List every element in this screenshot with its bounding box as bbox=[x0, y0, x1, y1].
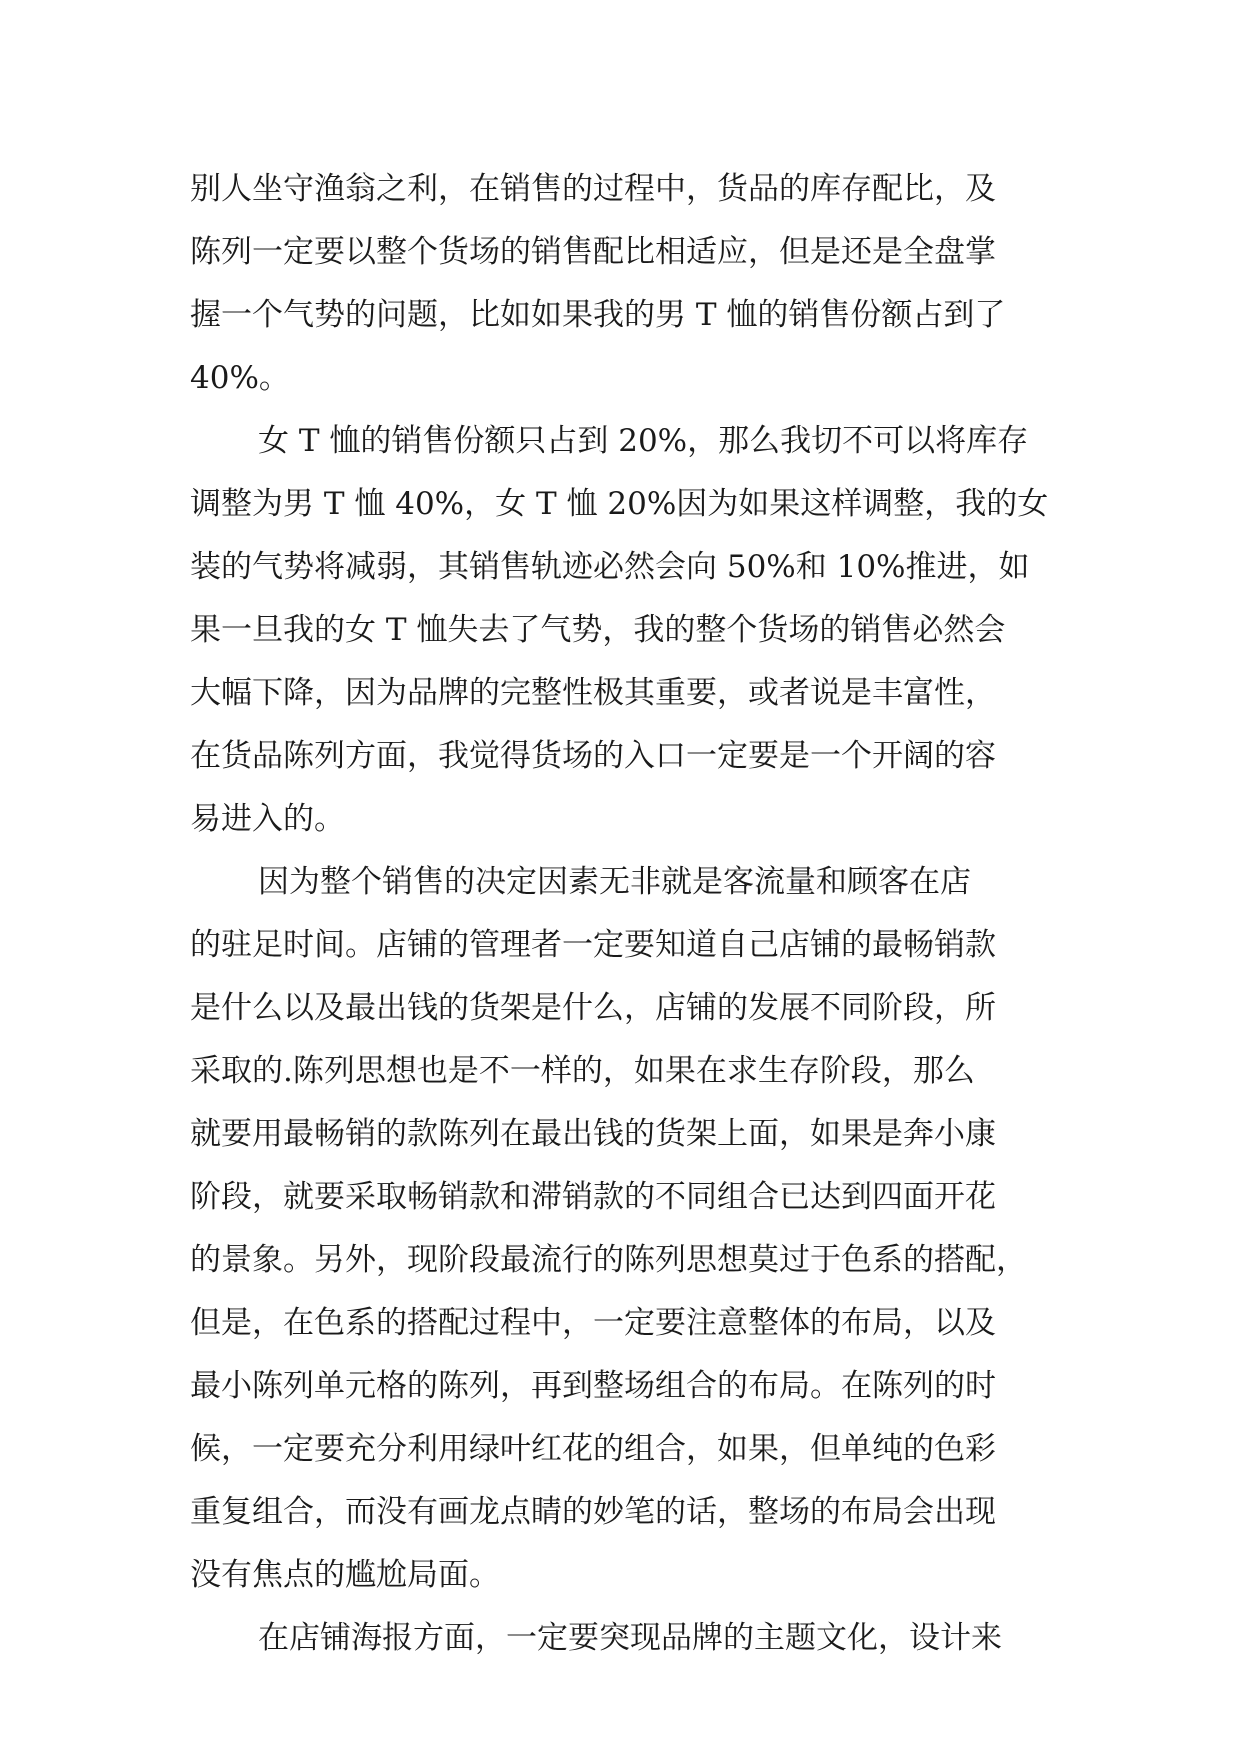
text-line: 易进入的。 bbox=[190, 801, 345, 837]
text-line: 没有焦点的尴尬局面。 bbox=[190, 1557, 500, 1593]
text-line: 陈列一定要以整个货场的销售配比相适应，但是还是全盘掌 bbox=[190, 234, 996, 270]
text-line: 装的气势将减弱，其销售轨迹必然会向 50%和 10%推进，如 bbox=[190, 549, 1030, 585]
text-line: 在店铺海报方面，一定要突现品牌的主题文化，设计来 bbox=[258, 1620, 1002, 1656]
text-line: 别人坐守渔翁之利，在销售的过程中，货品的库存配比，及 bbox=[190, 171, 996, 207]
text-line: 阶段，就要采取畅销款和滞销款的不同组合已达到四面开花 bbox=[190, 1179, 996, 1215]
text-line: 是什么以及最出钱的货架是什么，店铺的发展不同阶段，所 bbox=[190, 990, 996, 1026]
paragraph-4 bbox=[190, 1607, 1070, 1670]
text-line: 握一个气势的问题，比如如果我的男 T 恤的销售份额占到了 bbox=[190, 297, 1006, 333]
text-line: 因为整个销售的决定因素无非就是客流量和顾客在店 bbox=[258, 864, 971, 900]
text-line: 大幅下降，因为品牌的完整性极其重要，或者说是丰富性， bbox=[190, 675, 996, 711]
paragraph-1 bbox=[190, 158, 1070, 410]
paragraph-2 bbox=[190, 410, 1070, 851]
text-line: 最小陈列单元格的陈列，再到整场组合的布局。在陈列的时 bbox=[190, 1368, 996, 1404]
text-line: 的驻足时间。店铺的管理者一定要知道自己店铺的最畅销款 bbox=[190, 927, 996, 963]
text-line: 果一旦我的女 T 恤失去了气势，我的整个货场的销售必然会 bbox=[190, 612, 1006, 648]
body-text bbox=[190, 158, 1070, 1670]
text-line: 调整为男 T 恤 40%，女 T 恤 20%因为如果这样调整，我的女 bbox=[190, 486, 1049, 522]
text-line: 女 T 恤的销售份额只占到 20%，那么我切不可以将库存 bbox=[258, 423, 1029, 459]
text-line: 但是，在色系的搭配过程中，一定要注意整体的布局，以及 bbox=[190, 1305, 996, 1341]
paragraph-3 bbox=[190, 851, 1070, 1607]
text-line: 的景象。另外，现阶段最流行的陈列思想莫过于色系的搭配， bbox=[190, 1242, 1027, 1278]
text-line: 采取的.陈列思想也是不一样的，如果在求生存阶段，那么 bbox=[190, 1053, 975, 1089]
text-line: 在货品陈列方面，我觉得货场的入口一定要是一个开阔的容 bbox=[190, 738, 996, 774]
text-line: 40%。 bbox=[190, 360, 290, 396]
text-line: 重复组合，而没有画龙点睛的妙笔的话，整场的布局会出现 bbox=[190, 1494, 996, 1530]
text-line: 候，一定要充分利用绿叶红花的组合，如果，但单纯的色彩 bbox=[190, 1431, 996, 1467]
text-line: 就要用最畅销的款陈列在最出钱的货架上面，如果是奔小康 bbox=[190, 1116, 996, 1152]
